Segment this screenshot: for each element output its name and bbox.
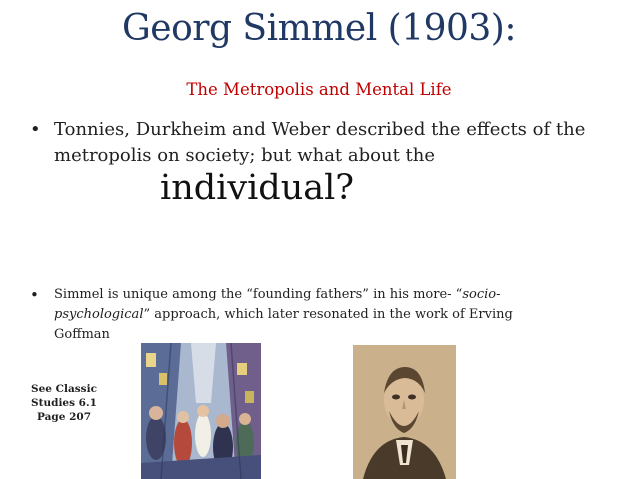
reference-line: Page 207: [36, 411, 91, 423]
bullet-text-part: ” approach, which later resonated in the work of Erving Goffman: [54, 307, 513, 342]
simmel-portrait-image: [353, 345, 456, 479]
italic-term: socio-psychological: [54, 287, 501, 322]
emphasis-word: individual?: [160, 168, 355, 208]
bullet-text: [54, 285, 564, 345]
bullet-text: Tonnies, Durkheim and Weber described the effects of the metropolis on society; but what about the: [54, 119, 586, 166]
slide-subtitle: The Metropolis and Mental Life: [186, 80, 452, 99]
bullet-marker: •: [30, 119, 41, 140]
classic-studies-reference: [8, 382, 120, 424]
city-painting-image: [141, 343, 261, 479]
bullet-text-part: Simmel is unique among the “founding fathers” in his more- “: [54, 287, 463, 302]
slide-title: Georg Simmel (1903):: [122, 8, 516, 49]
bullet-marker: •: [30, 286, 39, 304]
reference-line: See Classic Studies 6.1: [31, 383, 97, 409]
